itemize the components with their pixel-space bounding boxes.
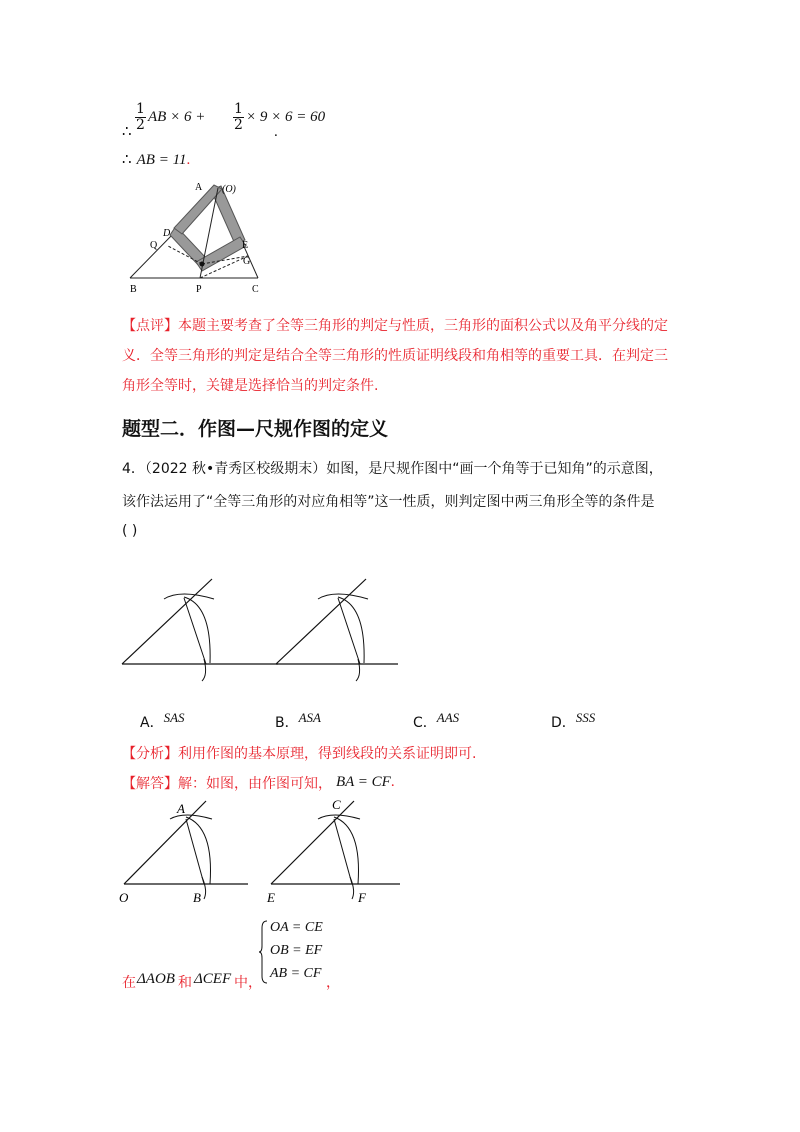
option-a[interactable]: A．$^{SAS}$: [140, 710, 185, 731]
review-line-1: [122, 315, 668, 335]
label-P: P: [196, 284, 202, 295]
review-text-1: 本题主要考查了全等三角形的判定与性质，三角形的面积公式以及角平分线的定: [178, 318, 668, 334]
analysis-line: [122, 743, 476, 763]
label-Q: Q: [150, 240, 158, 251]
equation-term-2: × 9 × 6 = 60: [246, 109, 326, 125]
triangle-aob: ΔAOB: [137, 971, 175, 987]
label-A: A: [177, 801, 185, 816]
equation-2: OB = EF: [270, 943, 323, 958]
option-b[interactable]: B．$^{ASA}$: [275, 710, 321, 731]
answer-tag: 【解答】: [122, 776, 178, 792]
answer-equation: BA = CF.: [336, 774, 395, 790]
question-line-3: ( ): [122, 523, 138, 539]
analysis-tag: 【分析】: [122, 746, 178, 762]
option-d[interactable]: D．$^{SSS}$: [551, 710, 596, 731]
system-mid: 中，: [234, 975, 262, 991]
question-line-2: 该作法运用了“全等三角形的对应角相等”这一性质，则判定图中两三角形全等的条件是: [122, 494, 655, 510]
brace-icon: [258, 920, 268, 984]
question-line-1: 4．（2022 秋•青秀区校级期末）如图，是尺规作图中“画一个角等于已知角”的示意图，: [122, 461, 663, 477]
review-line-2: 义．全等三角形的判定是结合全等三角形的性质证明线段和角相等的重要工具．在判定三: [122, 348, 668, 364]
label-B: B: [193, 890, 201, 905]
congruence-system: [122, 918, 362, 990]
section-heading: 题型二．作图—尺规作图的定义: [122, 418, 389, 440]
analysis-text: 利用作图的基本原理，得到线段的关系证明即可.: [178, 746, 477, 762]
option-c[interactable]: C．$^{AAS}$: [413, 710, 460, 731]
system-suffix: ，: [326, 975, 340, 991]
label-O: (O): [222, 184, 236, 195]
figure-compass-construction: [118, 575, 408, 685]
label-E: E: [242, 240, 249, 251]
label-D: D: [163, 228, 171, 239]
fraction-half-1: $\frac{1}{2}$: [136, 101, 145, 133]
label-A: A: [195, 182, 203, 193]
fraction-half-2: $\frac{1}{2}$: [234, 101, 243, 133]
period: .: [274, 124, 278, 140]
label-B: B: [130, 284, 137, 295]
review-line-3: 角形全等时，关键是选择恰当的判定条件.: [122, 378, 379, 394]
answer-text: 解：如图，由作图可知，: [178, 776, 332, 792]
label-F: F: [358, 890, 366, 905]
label-E: E: [267, 890, 275, 905]
result-equation: AB = 11: [136, 152, 187, 168]
system-prefix: 在: [122, 975, 136, 991]
therefore-symbol-2: ∴: [122, 152, 132, 168]
equation-1: OA = CE: [270, 920, 323, 935]
triangle-cef: ΔCEF: [194, 971, 232, 987]
label-C: C: [252, 284, 259, 295]
figure-labeled-construction: [118, 795, 408, 910]
label-C: C: [332, 797, 341, 812]
therefore-symbol: ∴: [122, 124, 132, 140]
label-G: G: [243, 256, 251, 267]
period: .: [186, 152, 191, 168]
system-and: 和: [178, 975, 192, 991]
equation-3: AB = CF: [270, 966, 322, 981]
figure-triangle-bisector: [118, 178, 268, 298]
result-line: [122, 149, 190, 169]
review-tag: 【点评】: [122, 318, 178, 334]
answer-line: [122, 773, 332, 793]
label-O: O: [119, 890, 129, 905]
equation-term-1: AB × 6 +: [148, 109, 206, 125]
